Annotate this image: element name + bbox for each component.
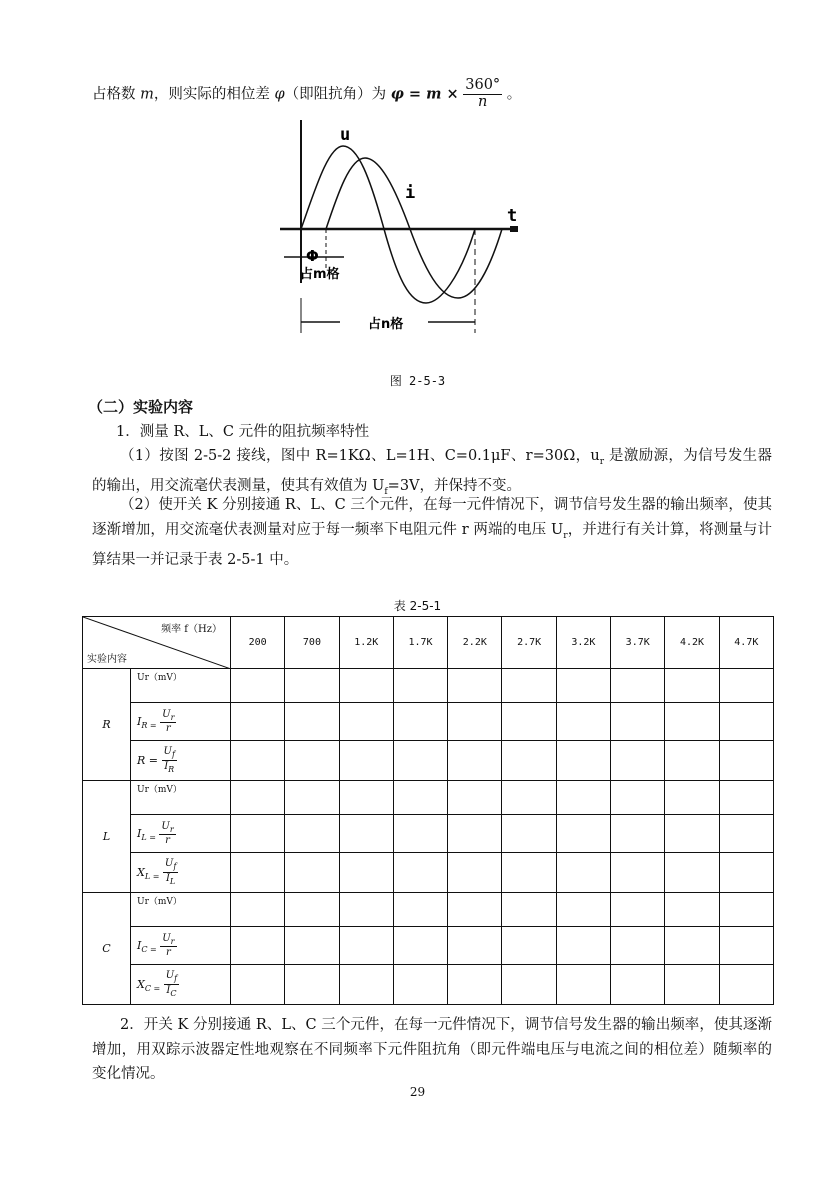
data-cell: [231, 703, 285, 741]
formula-fraction: $\frac{U_f}{I_R}$: [163, 746, 175, 774]
data-cell: [448, 669, 502, 703]
label-i: i: [405, 183, 416, 203]
data-cell: [611, 853, 665, 893]
param-label-ur: [131, 669, 231, 703]
para1-sub2: f: [384, 487, 388, 498]
data-cell: [556, 853, 610, 893]
param-formula: [131, 815, 231, 853]
data-cell: [611, 893, 665, 927]
data-cell: [339, 669, 393, 703]
paragraph-2: [92, 493, 772, 572]
data-cell: [502, 703, 556, 741]
data-cell: [502, 965, 556, 1005]
param-formula: [131, 927, 231, 965]
formula: $I_{C =}$ $\frac{U_r}{r}$: [137, 932, 175, 959]
paragraph-3: 2．开关 K 分别接通 R、L、C 三个元件，在每一元件情况下，调节信号发生器的输出频率，使其逐渐增加，用双踪示波器定性地观察在不同频率下元件阻抗角（即元件端电压与电流之间的相位差）随频率的变化情况。: [92, 1017, 772, 1082]
data-cell: [556, 965, 610, 1005]
param-label-text: Ur（mV）: [137, 785, 182, 795]
data-cell: [448, 927, 502, 965]
data-cell: [719, 853, 773, 893]
formula-fraction: $\frac{U_r}{r}$: [161, 820, 174, 847]
param-formula: [131, 741, 231, 781]
data-cell: [448, 965, 502, 1005]
data-cell: [231, 927, 285, 965]
table-row: [83, 853, 774, 893]
formula-fraction: $\frac{U_r}{r}$: [162, 708, 175, 735]
item1-title: 1．测量 R、L、C 元件的阻抗频率特性: [116, 424, 370, 440]
data-cell: [393, 853, 447, 893]
data-cell: [231, 893, 285, 927]
param-formula: [131, 965, 231, 1005]
data-cell: [339, 853, 393, 893]
data-cell: [665, 965, 719, 1005]
data-cell: [502, 669, 556, 703]
data-cell: [719, 893, 773, 927]
data-cell: [665, 853, 719, 893]
formula-fraction: $\frac{U_f}{I_L}$: [164, 858, 177, 886]
data-cell: [556, 781, 610, 815]
table-row: [83, 741, 774, 781]
data-cell: [393, 965, 447, 1005]
group-label: R: [83, 669, 131, 781]
data-cell: [285, 669, 339, 703]
data-cell: [339, 703, 393, 741]
data-cell: [719, 927, 773, 965]
data-cell: [719, 741, 773, 781]
data-cell: [611, 741, 665, 781]
data-cell: [665, 703, 719, 741]
data-cell: [393, 893, 447, 927]
intro-text-mid: ，则实际的相位差: [153, 86, 270, 103]
data-cell: [556, 927, 610, 965]
data-cell: [393, 927, 447, 965]
intro-text-paren: （即阻抗角）为: [284, 86, 387, 103]
data-cell: [393, 741, 447, 781]
param-label-ur: [131, 781, 231, 815]
para1-text: （1）按图 2-5-2 接线，图中 R=1KΩ、L=1H、C=0.1μF、r=30Ω，u: [120, 448, 600, 464]
intro-line: [92, 78, 521, 111]
table-row: [83, 781, 774, 815]
freq-header: 2.7K: [502, 617, 556, 669]
intro-phi: φ: [274, 86, 285, 103]
data-cell: [448, 781, 502, 815]
label-n: 占n格: [368, 317, 404, 332]
data-cell: [719, 703, 773, 741]
data-cell: [665, 927, 719, 965]
data-cell: [611, 927, 665, 965]
data-cell: [448, 741, 502, 781]
intro-end: 。: [506, 86, 522, 103]
intro-var-m: m: [140, 86, 154, 103]
data-cell: [611, 781, 665, 815]
corner-cell: [83, 617, 231, 669]
param-label-text: Ur（mV）: [137, 897, 182, 907]
intro-text-before: 占格数: [92, 86, 136, 103]
data-cell: [502, 893, 556, 927]
data-cell: [556, 669, 610, 703]
data-cell: [665, 781, 719, 815]
data-cell: [285, 927, 339, 965]
freq-header: 3.2K: [556, 617, 610, 669]
freq-header: 4.7K: [719, 617, 773, 669]
data-cell: [448, 853, 502, 893]
data-cell: [556, 741, 610, 781]
para2-sub: r: [563, 530, 568, 541]
data-cell: [502, 781, 556, 815]
data-cell: [339, 741, 393, 781]
page-number: 29: [409, 1085, 426, 1099]
data-cell: [502, 741, 556, 781]
freq-header: 3.7K: [611, 617, 665, 669]
data-cell: [665, 893, 719, 927]
table-row: [83, 893, 774, 927]
data-cell: [611, 815, 665, 853]
param-label-ur: [131, 893, 231, 927]
data-cell: [285, 781, 339, 815]
figure-caption: 图 2-5-3: [389, 374, 446, 388]
waveform-figure: [270, 118, 540, 348]
formula: R = $\frac{U_f}{I_R}$: [137, 746, 175, 774]
data-cell: [393, 815, 447, 853]
data-table: [82, 616, 774, 1005]
data-cell: [556, 815, 610, 853]
data-cell: [448, 703, 502, 741]
data-cell: [502, 853, 556, 893]
formula: $X_{L =}$ $\frac{U_f}{I_L}$: [137, 858, 177, 886]
corner-top-label: 频率 f（Hz）: [161, 624, 222, 635]
formula-lhs: φ = m ×: [390, 85, 459, 103]
data-cell: [339, 781, 393, 815]
data-cell: [393, 669, 447, 703]
para2-text: （2）使开关 K 分别接通 R、L、C 三个元件，在每一元件情况下，调节信号发生器的输出频率，使其逐渐增加，用交流毫伏表测量对应于每一频率下电阻元件 r 两端的电压 U: [92, 497, 772, 538]
data-cell: [285, 853, 339, 893]
param-formula: [131, 703, 231, 741]
section-title: （二）实验内容: [88, 398, 194, 416]
corner-bottom-label: 实验内容: [87, 654, 127, 665]
data-cell: [339, 927, 393, 965]
data-cell: [719, 781, 773, 815]
data-cell: [231, 741, 285, 781]
formula-fraction: $\frac{U_r}{r}$: [162, 932, 175, 959]
data-cell: [285, 741, 339, 781]
table-row: [83, 669, 774, 703]
table-row: [83, 815, 774, 853]
data-cell: [339, 815, 393, 853]
param-formula: [131, 853, 231, 893]
formula-fraction: [463, 78, 502, 111]
label-u: u: [340, 125, 351, 145]
data-cell: [719, 965, 773, 1005]
formula-denominator: n: [478, 93, 488, 110]
formula: $I_{R =}$ $\frac{U_r}{r}$: [137, 708, 175, 735]
data-cell: [502, 927, 556, 965]
freq-header: 4.2K: [665, 617, 719, 669]
freq-header: 2.2K: [448, 617, 502, 669]
para1-text-b: 是激励源，为信号发生器的输出，用交流毫伏表测量，使其有效值为 U: [92, 448, 772, 495]
data-cell: [611, 669, 665, 703]
data-cell: [285, 703, 339, 741]
formula: $I_{L =}$ $\frac{U_r}{r}$: [137, 820, 174, 847]
table-row: [83, 927, 774, 965]
data-cell: [448, 893, 502, 927]
t-axis-arrow: [510, 226, 518, 232]
data-cell: [719, 815, 773, 853]
data-cell: [231, 815, 285, 853]
freq-header: 200: [231, 617, 285, 669]
data-cell: [448, 815, 502, 853]
data-cell: [339, 965, 393, 1005]
data-cell: [665, 669, 719, 703]
table-header-row: [83, 617, 774, 669]
freq-header: 1.7K: [393, 617, 447, 669]
group-label: L: [83, 781, 131, 893]
table-title: 表 2-5-1: [393, 599, 442, 613]
label-phi: Φ: [306, 247, 319, 265]
table-row: [83, 703, 774, 741]
formula-fraction: $\frac{U_f}{I_C}$: [165, 970, 178, 998]
data-cell: [502, 815, 556, 853]
label-m: 占m格: [300, 267, 340, 282]
label-t: t: [507, 206, 518, 226]
data-cell: [285, 965, 339, 1005]
para1-text-c: =3V，并保持不变。: [387, 478, 522, 495]
formula-numerator: 360°: [465, 77, 501, 93]
data-cell: [393, 703, 447, 741]
data-cell: [611, 703, 665, 741]
data-cell: [556, 703, 610, 741]
data-cell: [665, 741, 719, 781]
data-cell: [339, 893, 393, 927]
group-label: C: [83, 893, 131, 1005]
data-cell: [231, 781, 285, 815]
formula: $X_{C =}$ $\frac{U_f}{I_C}$: [137, 970, 178, 998]
data-cell: [231, 853, 285, 893]
data-cell: [719, 669, 773, 703]
data-cell: [665, 815, 719, 853]
data-cell: [393, 781, 447, 815]
data-cell: [285, 815, 339, 853]
table-row: [83, 965, 774, 1005]
data-cell: [611, 965, 665, 1005]
freq-header: 700: [285, 617, 339, 669]
data-cell: [556, 893, 610, 927]
para2-text-b: ，并进行有关计算，将测量与计算结果一并记录于表 2-5-1 中。: [92, 521, 772, 568]
data-cell: [231, 965, 285, 1005]
para1-sub: r: [599, 456, 605, 467]
data-cell: [285, 893, 339, 927]
data-cell: [231, 669, 285, 703]
param-label-text: Ur（mV）: [137, 673, 182, 683]
freq-header: 1.2K: [339, 617, 393, 669]
